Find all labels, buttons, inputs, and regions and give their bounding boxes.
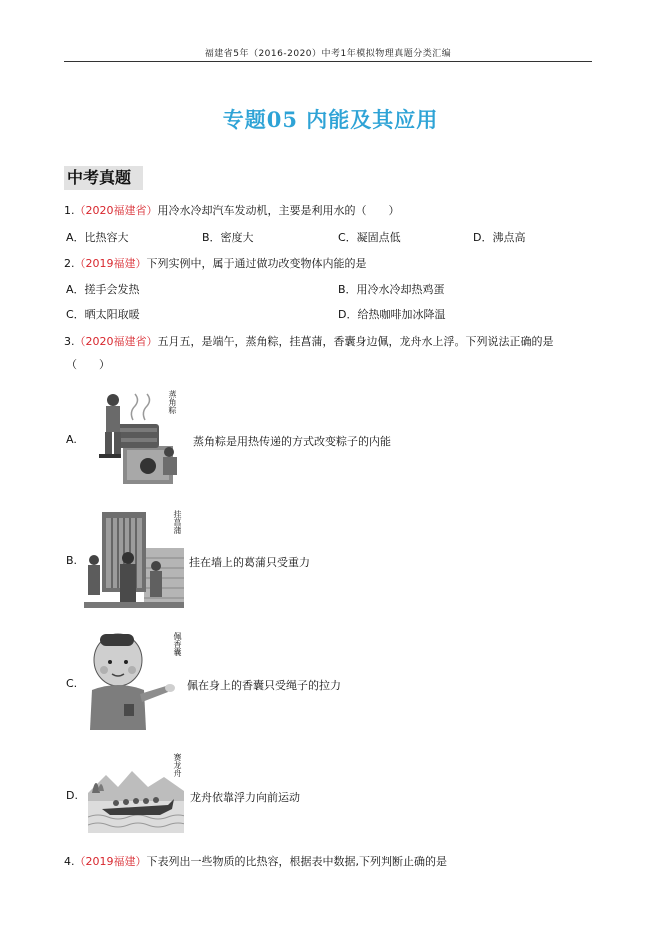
- question-3-option-b-text: 挂在墙上的葛蒲只受重力: [189, 556, 310, 569]
- page-title: 专题05 内能及其应用: [222, 107, 439, 132]
- steaming-zongzi-illustration: [93, 386, 185, 488]
- question-1-option-b: B．密度大: [202, 231, 254, 244]
- question-1: [64, 202, 400, 218]
- question-4-source: （2019福建）: [74, 855, 147, 868]
- illustration-d-caption: 赛龙舟: [173, 753, 182, 777]
- question-1-stem: 用冷水冷却汽车发动机，主要是利用水的（ ）: [157, 204, 400, 217]
- question-3-option-a-letter: A.: [66, 433, 77, 446]
- question-1-option-d: D．沸点高: [473, 231, 526, 244]
- section-heading: 中考真题: [64, 166, 143, 190]
- question-4: [64, 853, 447, 869]
- dragon-boat-illustration: [88, 753, 184, 833]
- perfume-sachet-illustration: [84, 630, 184, 730]
- question-3-option-c-letter: C.: [66, 677, 78, 690]
- question-3: [64, 333, 554, 349]
- question-1-source: （2020福建省）: [74, 204, 158, 217]
- question-3-stem-continued: （ ）: [66, 358, 110, 371]
- question-1-number: 1.: [64, 204, 75, 217]
- question-2-source: （2019福建）: [74, 257, 147, 270]
- question-3-option-d-text: 龙舟依靠浮力向前运动: [190, 791, 300, 804]
- question-2: [64, 255, 367, 271]
- question-3-source: （2020福建省）: [74, 335, 158, 348]
- question-1-option-c: C．凝固点低: [338, 231, 401, 244]
- question-3-number: 3.: [64, 335, 75, 348]
- question-2-number: 2.: [64, 257, 75, 270]
- illustration-b-caption: 挂菖蒲: [173, 510, 182, 534]
- question-3-option-c-text: 佩在身上的香囊只受绳子的拉力: [187, 679, 341, 692]
- question-3-option-b-letter: B.: [66, 554, 78, 567]
- question-2-option-b: B．用冷水冷却热鸡蛋: [338, 283, 445, 296]
- question-4-number: 4.: [64, 855, 75, 868]
- illustration-a-caption: 蒸角粽: [168, 390, 177, 414]
- question-2-option-c: C．晒太阳取暖: [66, 308, 140, 321]
- hanging-calamus-illustration: [84, 508, 184, 608]
- question-4-stem: 下表列出一些物质的比热容，根据表中数据,下列判断止确的是: [146, 855, 447, 868]
- illustration-c-caption: 佩香囊: [173, 632, 182, 656]
- page-header: 福建省5年（2016-2020）中考1年模拟物理真题分类汇编: [204, 49, 452, 59]
- question-2-stem: 下列实例中，属于通过做功改变物体内能的是: [146, 257, 367, 270]
- question-3-stem: 五月五，是端午，蒸角粽，挂菖蒲，香囊身边佩，龙舟水上浮。下列说法正确的是: [157, 335, 554, 348]
- question-2-option-d: D．给热咖啡加冰降温: [338, 308, 446, 321]
- question-3-option-d-letter: D.: [66, 789, 78, 802]
- question-2-option-a: A．搓手会发热: [66, 283, 140, 296]
- question-1-option-a: A．比热容大: [66, 231, 129, 244]
- header-rule: [64, 61, 592, 62]
- question-3-option-a-text: 蒸角粽是用热传递的方式改变粽子的内能: [193, 435, 391, 448]
